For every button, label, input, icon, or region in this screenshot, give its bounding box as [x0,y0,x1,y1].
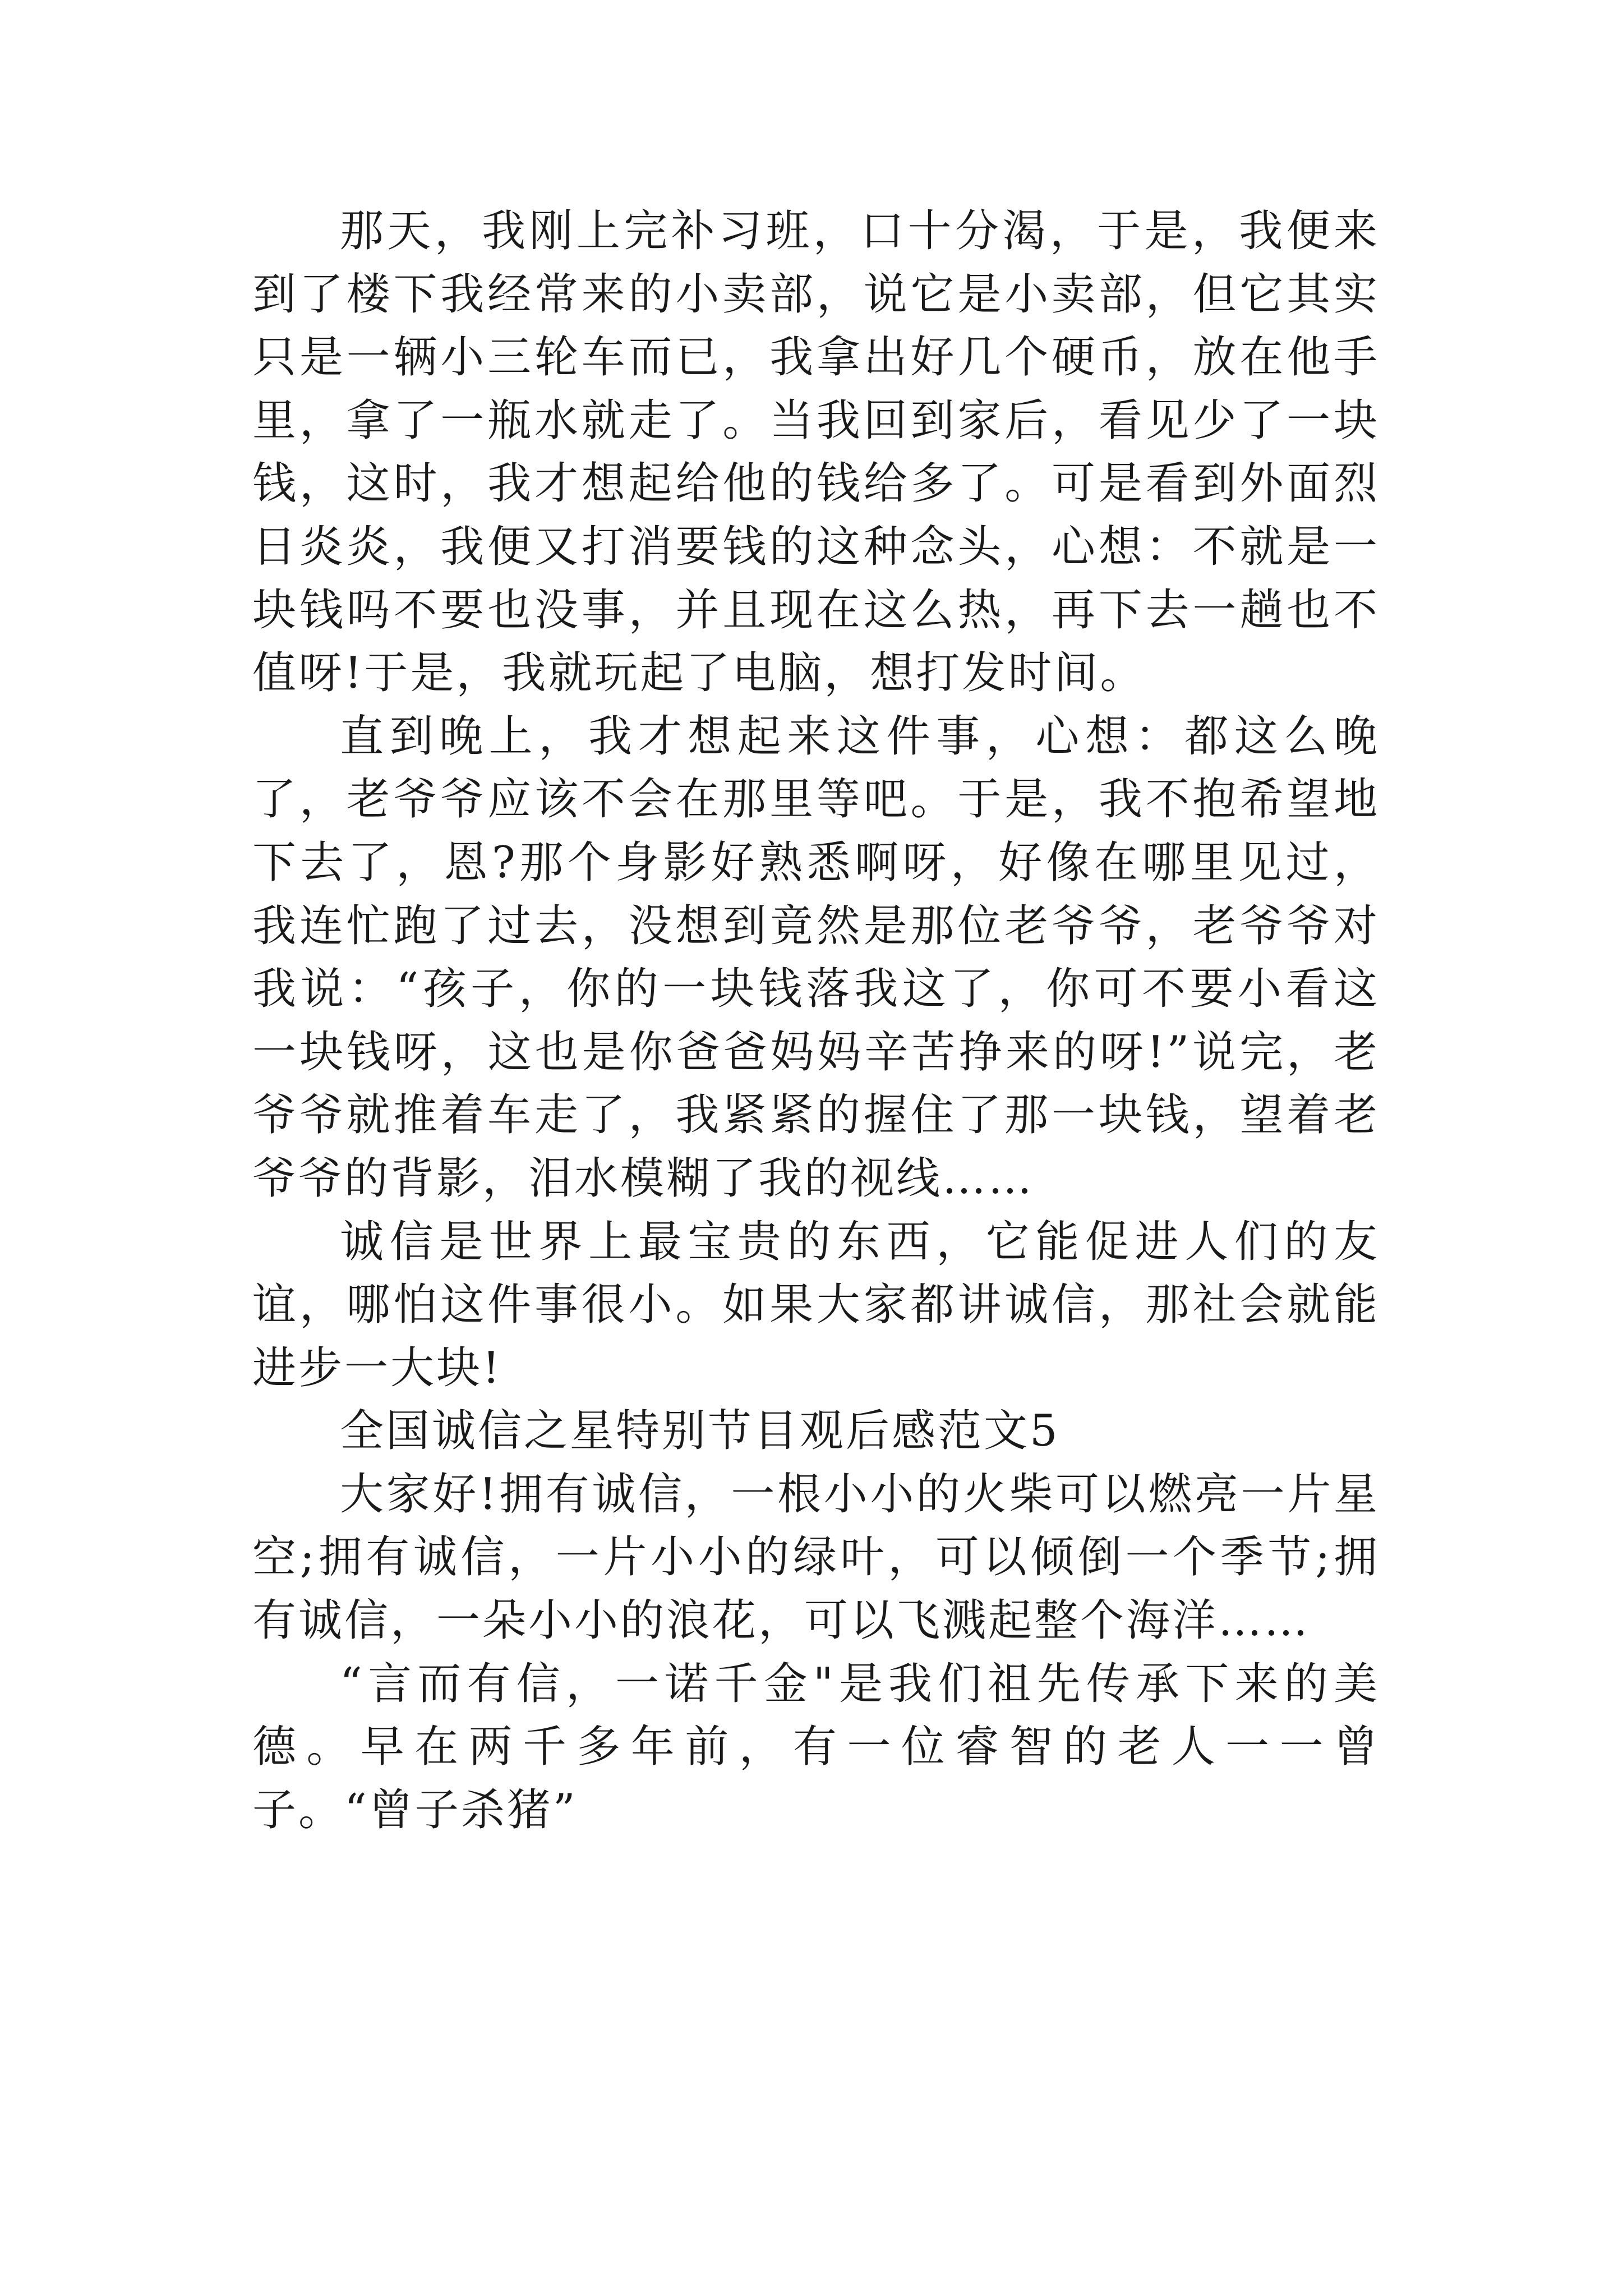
section-heading: 全国诚信之星特别节目观后感范文5 [340,1406,1060,1457]
document-body [252,200,1380,1842]
paragraph-1: 那天，我刚上完补习班，口十分渴，于是，我便来到了楼下我经常来的小卖部，说它是小卖部，但它其实只是一辆小三轮车而已，我拿出好几个硬币，放在他手里，拿了一瓶水就走了。当我回到家后，看见少了一块钱，这时，我才想起给他的钱给多了。可是看到外面烈日炎炎，我便又打消要钱的这种念头，心想：不就是一块钱吗不要也没事，并且现在这么热，再下去一趟也不值呀!于是，我就玩起了电脑，想打发时间。 [252,206,1380,699]
paragraph-2: 直到晚上，我才想起来这件事，心想：都这么晚了，老爷爷应该不会在那里等吧。于是，我不抱希望地下去了，恩?那个身影好熟悉啊呀，好像在哪里见过，我连忙跑了过去，没想到竟然是那位老爷爷，老爷爷对我说：“孩子，你的一块钱落我这了，你可不要小看这一块钱呀，这也是你爸爸妈妈辛苦挣来的呀!”说完，老爷爷就推着车走了，我紧紧的握住了那一块钱，望着老爷爷的背影，泪水模糊了我的视线…… [252,711,1380,1204]
paragraph-3: 诚信是世界上最宝贵的东西，它能促进人们的友谊，哪怕这件事很小。如果大家都讲诚信，那社会就能进步一大块! [252,1216,1380,1393]
paragraph-4: 大家好!拥有诚信，一根小小的火柴可以燃亮一片星空;拥有诚信，一片小小的绿叶，可以倾倒一个季节;拥有诚信，一朵小小的浪花，可以飞溅起整个海洋…… [252,1469,1380,1646]
paragraph-5: “言而有信，一诺千金"是我们祖先传承下来的美德。早在两千多年前，有一位睿智的老人一一曾子。“曾子杀猪” [252,1658,1380,1835]
